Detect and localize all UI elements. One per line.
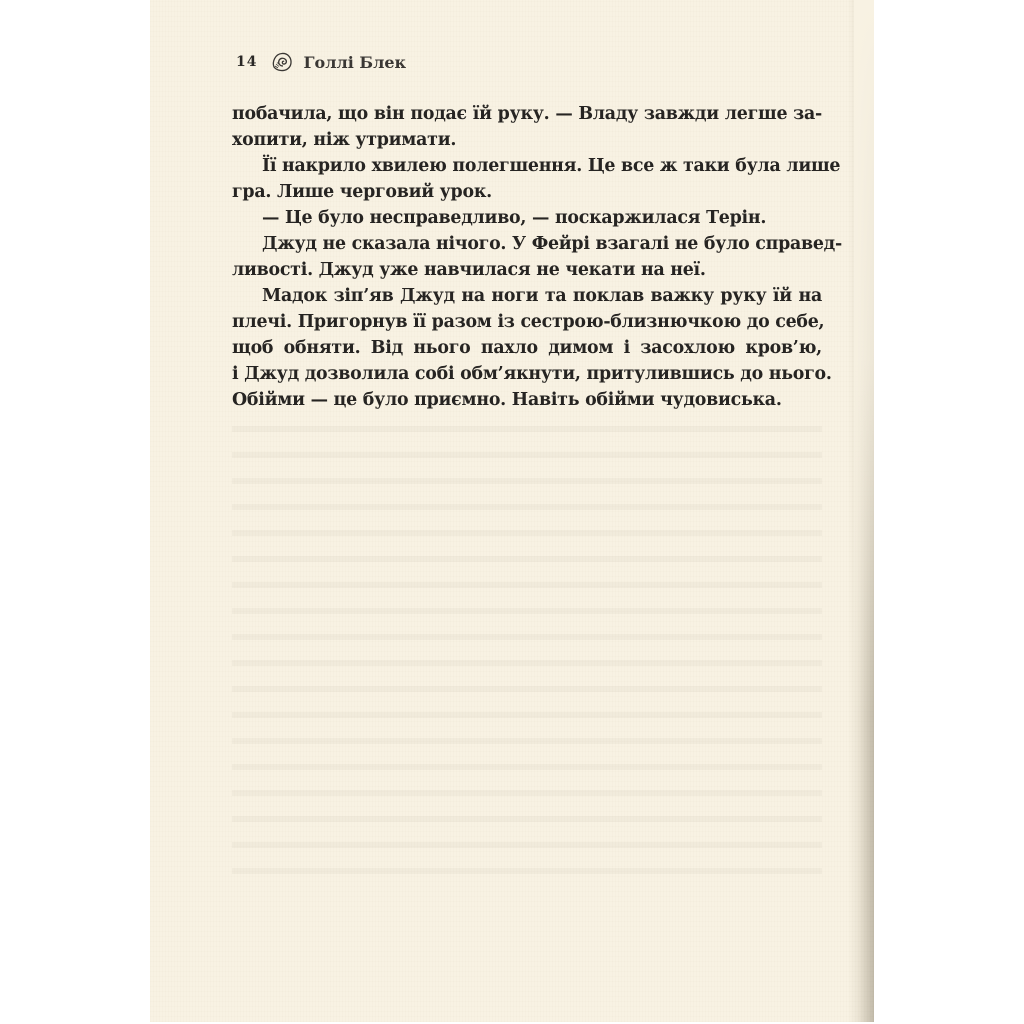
text-line: — Це було несправедливо, — поскаржилася Терін.	[262, 208, 767, 228]
text-line: плечі. Пригорнув її разом із сестрою-близнючкою до себе,	[232, 312, 825, 332]
snail-shell-icon	[271, 51, 293, 73]
text-line: і Джуд дозволила собі обм’якнути, притулившись до нього.	[232, 364, 832, 384]
running-head-author: Голлі Блек	[303, 52, 407, 72]
page-header	[236, 50, 406, 74]
text-line: Її накрило хвилею полегшення. Це все ж таки була лише	[262, 156, 841, 176]
text-line: щоб обняти. Від нього пахло димом і засохлою кров’ю,	[232, 338, 822, 358]
page-number: 14	[236, 54, 258, 70]
text-line: гра. Лише черговий урок.	[232, 182, 492, 202]
page-edge-fade	[854, 0, 874, 1022]
text-line: Джуд не сказала нічого. У Фейрі взагалі не було справед-	[262, 234, 842, 254]
text-line: ливості. Джуд уже навчилася не чекати на неї.	[232, 260, 706, 280]
text-line: Обійми — це було приємно. Навіть обійми чудовиська.	[232, 390, 782, 410]
text-line: хопити, ніж утримати.	[232, 130, 457, 150]
text-line: побачила, що він подає їй руку. — Владу завжди легше за-	[232, 104, 822, 124]
body-text	[232, 101, 842, 413]
text-line: Мадок зіп’яв Джуд на ноги та поклав важку руку їй на	[262, 286, 822, 306]
